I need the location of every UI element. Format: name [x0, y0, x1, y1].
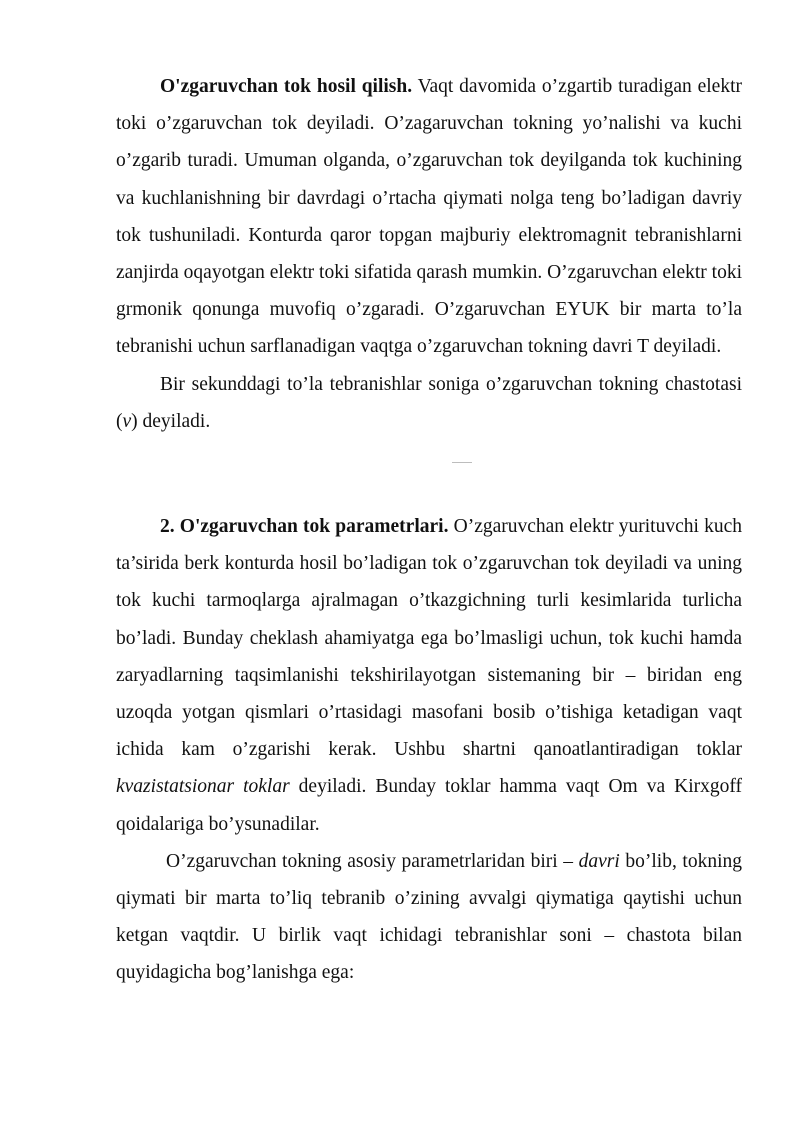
- frequency-paragraph: [116, 366, 742, 440]
- section2-text-end: deyiladi. Bunday toklar hamma vaqt Om va Kirxgoff qoidalariga bo’ysunadilar.: [116, 776, 742, 835]
- section2-text-start: O’zgaruvchan elektr yurituvchi kuch ta’sirida berk konturda hosil bo’ladigan tok o’zgaruvchan tok deyiladi va uning tok kuchi tarmoqlarga ajralmagan o’tkazgichning turli kesimlarida turlicha bo’ladi. Bunday cheklash ahamiyatga ega bo’lmasligi uchun, tok kuchi hamda zaryadlarning taqsimlanishi tekshirilayotgan sistemaning bir – biridan eng uzoqda yotgan qismlari o’rtasidagi masofani bosib o’tishiga ketadigan vaqt ichida kam o’zgarishi kerak. Ushbu shartni qanoatlantiradigan toklar: [116, 516, 742, 761]
- section1-text: Vaqt davomida o’zgartib turadigan elektr toki o’zgaruvchan tok deyiladi. O’zagaruvchan tokning yo’nalishi va kuchi o’zgarib turadi. Umuman olganda, o’zgaruvchan tok deyilganda tok kuchining va kuchlanishning bir davrdagi o’rtacha qiymati nolga teng bo’ladigan davriy tok tushuniladi. Konturda qaror topgan majburiy elektromagnit tebranishlarni zanjirda oqayotgan elektr toki sifatida qarash mumkin. O’zgaruvchan elektr toki grmonik qonunga muvofiq o’zgaradi. O’zgaruvchan EYUK bir marta to’la tebranishi uchun sarflanadigan vaqtga o’zgaruvchan tokning davri T deyiladi.: [116, 76, 742, 358]
- section2-heading: 2. O'zgaruvchan tok parametrlari.: [160, 516, 449, 538]
- section1-heading: O'zgaruvchan tok hosil qilish.: [160, 76, 413, 97]
- section2-paragraph: [116, 508, 742, 843]
- section-separator: [116, 440, 742, 480]
- spacer: [116, 480, 742, 508]
- period-text-end: bo’lib, tokning qiymati bir marta to’liq tebranib o’zining avvalgi qiymatiga qaytishi uchun ketgan vaqtdir. U birlik vaqt ichidagi tebranishlar soni – chastota bilan quyidagicha bog’lanishga ega:: [116, 850, 742, 984]
- separator-line: [452, 462, 472, 463]
- period-text-start: O’zgaruvchan tokning asosiy parametrlaridan biri –: [166, 850, 579, 872]
- section2-italic-term: kvazistatsionar toklar: [116, 776, 290, 798]
- period-paragraph: [116, 843, 742, 992]
- section1-paragraph: [116, 68, 742, 366]
- frequency-text-end: ) deyiladi.: [131, 410, 211, 432]
- period-italic-term: davri: [578, 850, 620, 872]
- frequency-symbol: v: [122, 410, 132, 432]
- frequency-text-start: Bir sekunddagi to’la tebranishlar soniga o’zgaruvchan tokning chastotasi (: [116, 373, 742, 432]
- document-page: [116, 68, 742, 992]
